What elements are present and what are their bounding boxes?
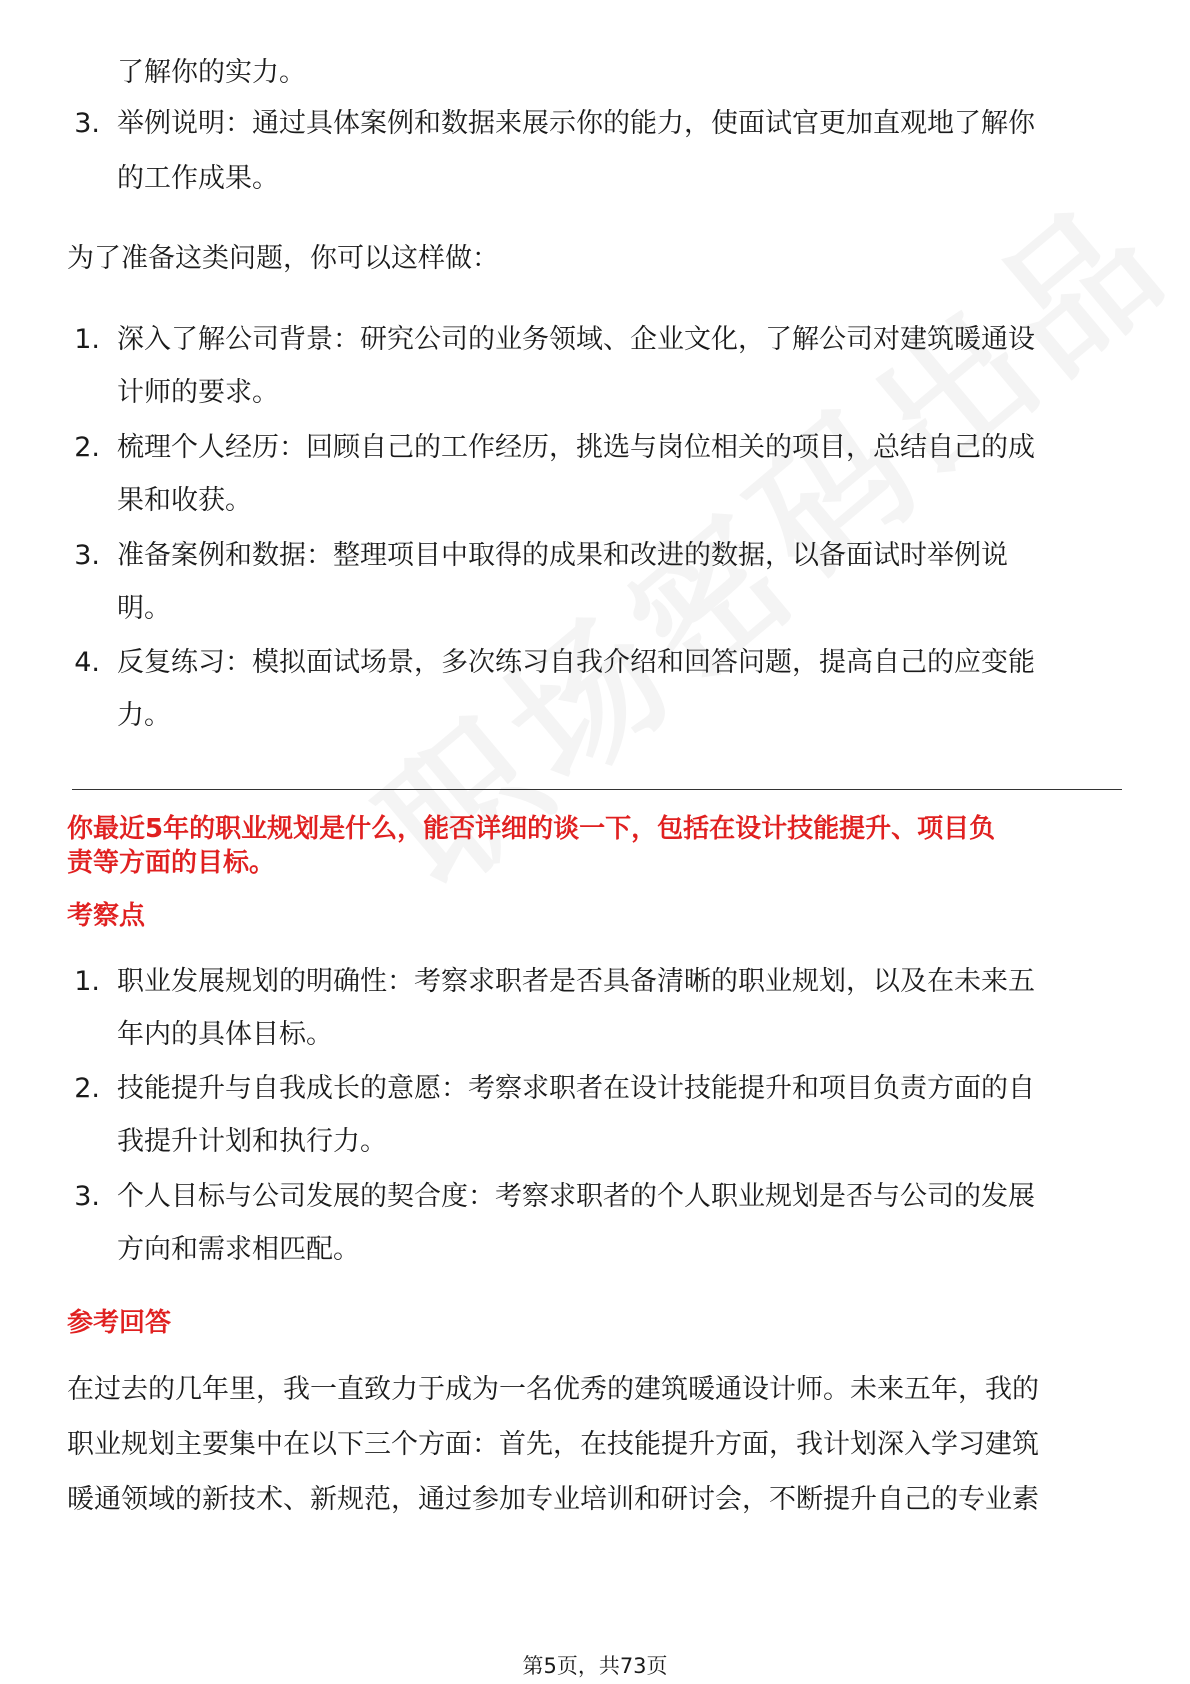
list-item-continuation: 力。 <box>117 700 171 731</box>
list-item: 准备案例和数据：整理项目中取得的成果和改进的数据，以备面试时举例说 <box>117 540 1008 571</box>
paragraph-continuation: 了解你的实力。 <box>117 57 306 88</box>
list-item-continuation: 年内的具体目标。 <box>117 1019 333 1050</box>
question-title-continuation: 责等方面的目标。 <box>67 848 276 878</box>
answer-heading: 参考回答 <box>67 1308 172 1338</box>
list-item-continuation: 的工作成果。 <box>117 163 279 194</box>
list-number: 2. <box>74 432 100 463</box>
list-item-continuation: 计师的要求。 <box>117 377 279 408</box>
list-item-continuation: 果和收获。 <box>117 485 252 516</box>
section-divider <box>72 789 1122 790</box>
answer-paragraph-line: 职业规划主要集中在以下三个方面：首先，在技能提升方面，我计划深入学习建筑 <box>67 1429 1039 1460</box>
answer-paragraph-line: 在过去的几年里，我一直致力于成为一名优秀的建筑暖通设计师。未来五年，我的 <box>67 1374 1039 1405</box>
list-number: 1. <box>74 966 100 997</box>
assess-heading: 考察点 <box>67 901 146 931</box>
list-item: 深入了解公司背景：研究公司的业务领域、企业文化，了解公司对建筑暖通设 <box>117 324 1035 355</box>
list-item-continuation: 方向和需求相匹配。 <box>117 1234 360 1265</box>
list-number: 4. <box>74 647 100 678</box>
list-item: 梳理个人经历：回顾自己的工作经历，挑选与岗位相关的项目，总结自己的成 <box>117 432 1035 463</box>
list-item: 举例说明：通过具体案例和数据来展示你的能力，使面试官更加直观地了解你 <box>117 108 1035 139</box>
page-footer: 第5页，共73页 <box>522 1654 668 1678</box>
list-item: 个人目标与公司发展的契合度：考察求职者的个人职业规划是否与公司的发展 <box>117 1181 1035 1212</box>
list-item-continuation: 明。 <box>117 593 171 624</box>
list-number: 3. <box>74 108 100 139</box>
list-item: 职业发展规划的明确性：考察求职者是否具备清晰的职业规划，以及在未来五 <box>117 966 1035 997</box>
list-item: 技能提升与自我成长的意愿：考察求职者在设计技能提升和项目负责方面的自 <box>117 1073 1035 1104</box>
list-item-continuation: 我提升计划和执行力。 <box>117 1126 387 1157</box>
list-number: 2. <box>74 1073 100 1104</box>
answer-paragraph-line: 暖通领域的新技术、新规范，通过参加专业培训和研讨会，不断提升自己的专业素 <box>67 1484 1039 1515</box>
list-item: 反复练习：模拟面试场景，多次练习自我介绍和回答问题，提高自己的应变能 <box>117 647 1035 678</box>
list-number: 3. <box>74 540 100 571</box>
prepare-intro: 为了准备这类问题，你可以这样做： <box>67 243 499 274</box>
list-number: 3. <box>74 1181 100 1212</box>
list-number: 1. <box>74 324 100 355</box>
question-title: 你最近5年的职业规划是什么，能否详细的谈一下，包括在设计技能提升、项目负 <box>67 814 996 844</box>
